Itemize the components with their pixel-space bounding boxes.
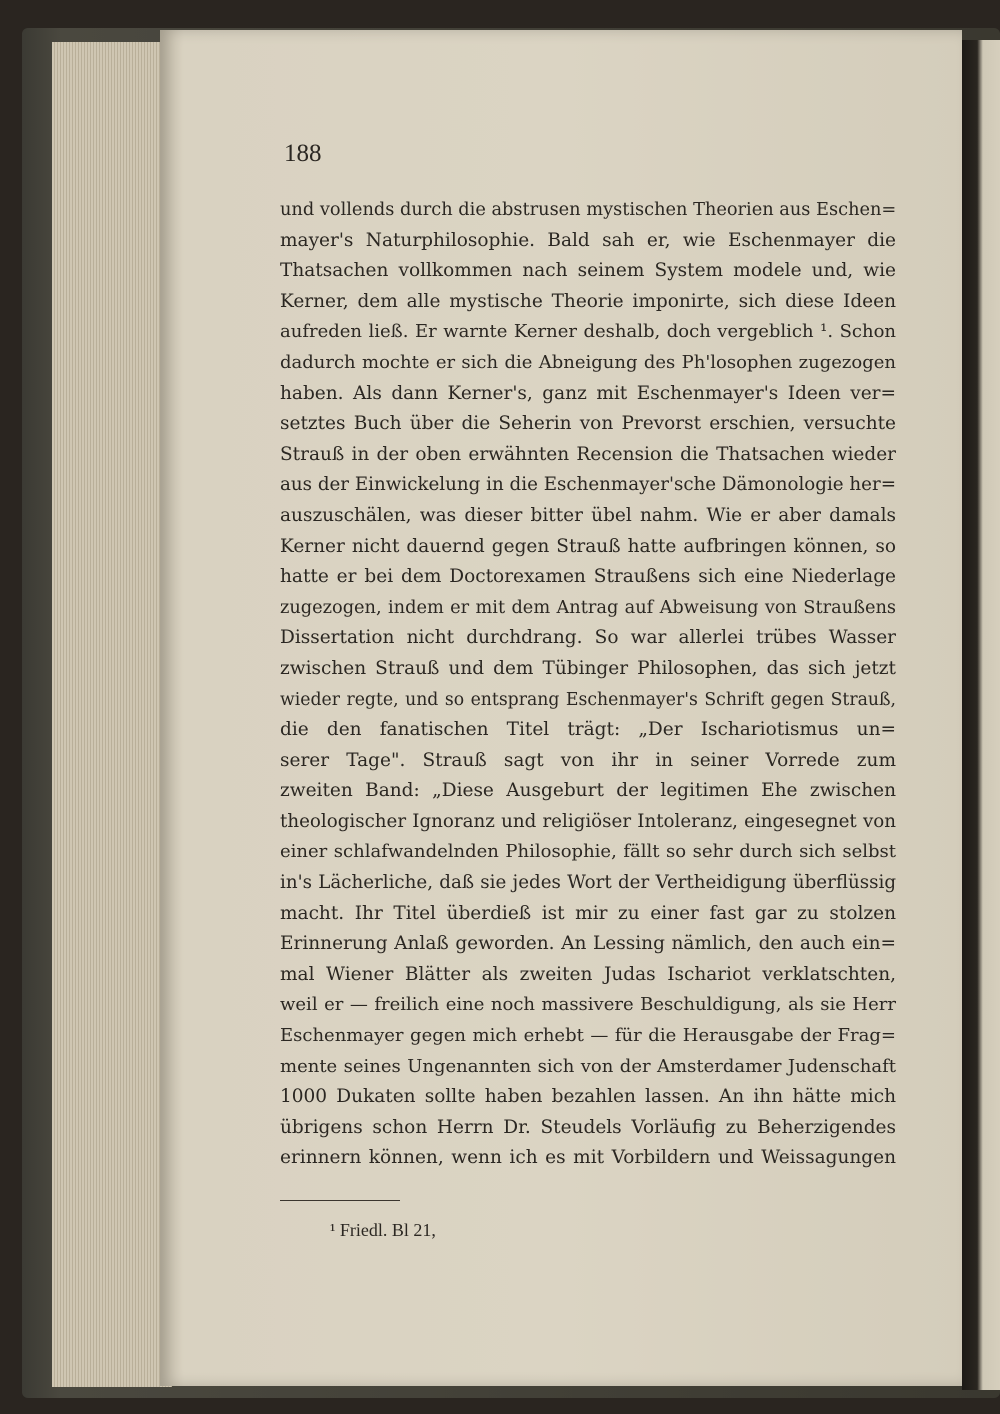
- page-edges: [52, 42, 172, 1387]
- footnote: ¹ Friedl. Bl 21,: [330, 1220, 436, 1240]
- text-line: und vollends durch die abstrusen mystischen Theorien aus Eschen=: [280, 200, 896, 220]
- text-line: aus der Einwickelung in die Eschenmayer'sche Dämonologie her=: [280, 474, 896, 496]
- text-line: dadurch mochte er sich die Abneigung des Ph'losophen zugezogen: [280, 351, 896, 373]
- text-line: Kerner, dem alle mystische Theorie imponirte, sich diese Ideen: [280, 290, 896, 312]
- text-line: macht. Ihr Titel überdieß ist mir zu einer fast gar zu stolzen: [280, 902, 896, 924]
- text-line: zugezogen, indem er mit dem Antrag auf Abweisung von Straußens: [280, 597, 896, 618]
- text-line: hatte er bei dem Doctorexamen Straußens sich eine Niederlage: [280, 566, 896, 588]
- text-line: in's Lächerliche, daß sie jedes Wort der Vertheidigung überflüssig: [280, 872, 896, 894]
- text-line: Dissertation nicht durchdrang. So war allerlei trübes Wasser: [280, 627, 896, 649]
- text-line: Erinnerung Anlaß geworden. An Lessing nämlich, den auch ein=: [280, 933, 896, 955]
- book-gutter: [962, 40, 1000, 1390]
- text-line: übrigens schon Herrn Dr. Steudels Vorläufig zu Beherzigendes: [280, 1116, 896, 1138]
- text-line: mal Wiener Blätter als zweiten Judas Ischariot verklatschten,: [280, 963, 896, 985]
- text-line: Strauß in der oben erwähnten Recension die Thatsachen wieder: [280, 443, 896, 465]
- text-line: zweiten Band: „Diese Ausgeburt der legitimen Ehe zwischen: [280, 780, 896, 802]
- text-line: theologischer Ignoranz und religiöser Intoleranz, eingesegnet von: [280, 810, 896, 832]
- text-line: serer Tage". Strauß sagt von ihr in seiner Vorrede zum: [280, 749, 896, 771]
- text-line: die den fanatischen Titel trägt: „Der Ischariotismus un=: [280, 719, 896, 741]
- footnote-divider: [280, 1200, 400, 1201]
- text-line: erinnern können, wenn ich es mit Vorbildern und Weissagungen: [280, 1147, 896, 1169]
- text-line: Thatsachen vollkommen nach seinem System modele und, wie: [280, 260, 896, 282]
- text-line: mente seines Ungenannten sich von der Amsterdamer Judenschaft: [280, 1055, 896, 1077]
- text-line: auszuschälen, was dieser bitter übel nahm. Wie er aber damals: [280, 504, 896, 526]
- text-line: mayer's Naturphilosophie. Bald sah er, wie Eschenmayer die: [280, 229, 896, 251]
- text-line: Eschenmayer gegen mich erhebt — für die Herausgabe der Frag=: [280, 1025, 896, 1047]
- text-line: Kerner nicht dauernd gegen Strauß hatte aufbringen können, so: [280, 535, 896, 557]
- body-text: [280, 195, 896, 1174]
- text-line: 1000 Dukaten sollte haben bezahlen lassen. An ihn hätte mich: [280, 1086, 896, 1108]
- text-line: einer schlafwandelnden Philosophie, fällt so sehr durch sich selbst: [280, 841, 896, 863]
- text-line: aufreden ließ. Er warnte Kerner deshalb, doch vergeblich ¹. Schon: [280, 321, 896, 343]
- text-line: weil er — freilich eine noch massivere Beschuldigung, als sie Herr: [280, 994, 896, 1016]
- text-line: setztes Buch über die Seherin von Prevorst erschien, versuchte: [280, 413, 896, 435]
- text-line: haben. Als dann Kerner's, ganz mit Eschenmayer's Ideen ver=: [280, 382, 896, 404]
- text-line: wieder regte, und so entsprang Eschenmayer's Schrift gegen Strauß,: [280, 689, 896, 710]
- text-line: zwischen Strauß und dem Tübinger Philosophen, das sich jetzt: [280, 657, 896, 679]
- page-number: 188: [284, 140, 322, 167]
